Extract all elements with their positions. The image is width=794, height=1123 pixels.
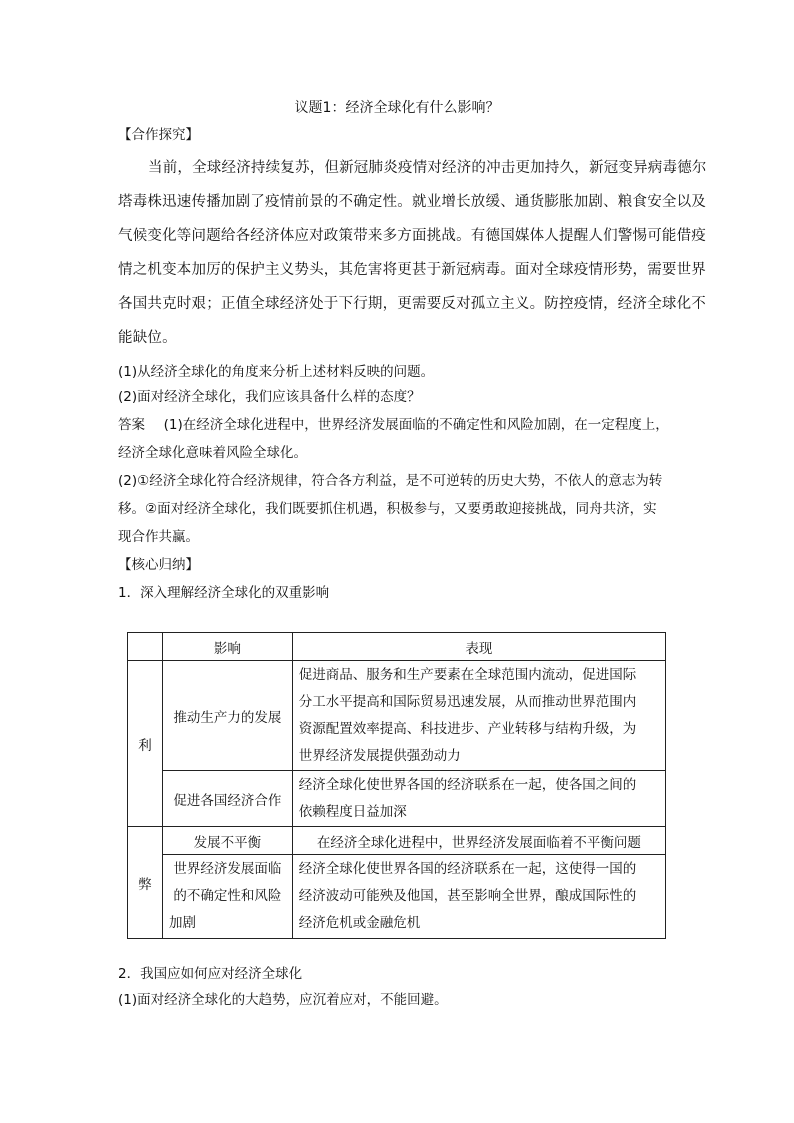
pro2-desc-line: 经济全球化使世界各国的经济联系在一起，使各国之间的 bbox=[298, 776, 637, 793]
con2-desc-line: 经济波动可能殃及他国，甚至影响全世界，酿成国际性的 bbox=[298, 888, 637, 904]
header-performance: 表现 bbox=[292, 633, 665, 661]
impact-table bbox=[127, 632, 666, 939]
material-line-6: 能缺位。 bbox=[118, 330, 177, 346]
table-row bbox=[128, 771, 666, 827]
answer-1-text: (1)在经济全球化进程中，世界经济发展面临的不确定性和风险加剧，在一定程度上， bbox=[163, 417, 669, 433]
material-line-3: 气候变化等问题给各经济体应对政策带来多方面挑战。有德国媒体人提醒人们警惕可能借疫 bbox=[118, 228, 706, 244]
material-line-2: 塔毒株迅速传播加剧了疫情前景的不确定性。就业增长放缓、通货膨胀加剧、粮食安全以及 bbox=[118, 194, 706, 210]
cooperative-inquiry-tag: 【合作探究】 bbox=[118, 127, 199, 143]
con2-name-line: 加剧 bbox=[168, 915, 196, 931]
header-blank-cell bbox=[128, 633, 163, 661]
pro1-name: 推动生产力的发展 bbox=[162, 661, 292, 771]
pro1-desc-line: 分工水平提高和国际贸易迅速发展，从而推动世界范围内 bbox=[298, 693, 637, 710]
con2-desc bbox=[292, 855, 665, 939]
point-1: (1)面对经济全球化的大趋势，应沉着应对，不能回避。 bbox=[118, 992, 448, 1008]
core-summary-tag: 【核心归纳】 bbox=[118, 557, 199, 573]
con2-desc-line: 经济危机或金融危机 bbox=[298, 915, 421, 931]
answer-1-line-2: 经济全球化意味着风险全球化。 bbox=[118, 445, 307, 461]
table-row bbox=[128, 661, 666, 771]
answer-1-line-1 bbox=[118, 413, 669, 433]
pro2-name: 促进各国经济合作 bbox=[162, 771, 292, 827]
material-line-1: 当前，全球经济持续复苏，但新冠肺炎疫情对经济的冲击更加持久，新冠变异病毒德尔 bbox=[148, 160, 707, 176]
con-label: 弊 bbox=[128, 827, 163, 939]
con2-desc-line: 经济全球化使世界各国的经济联系在一起，这使得一国的 bbox=[298, 861, 637, 877]
pro2-desc bbox=[292, 771, 665, 827]
con1-desc: 在经济全球化进程中，世界经济发展面临着不平衡问题 bbox=[292, 827, 665, 855]
pro1-desc bbox=[292, 661, 665, 771]
heading-response: 2．我国应如何应对经济全球化 bbox=[118, 966, 303, 982]
heading-dual-impact: 1．深入理解经济全球化的双重影响 bbox=[118, 585, 330, 601]
question-1: (1)从经济全球化的角度来分析上述材料反映的问题。 bbox=[118, 364, 435, 380]
con1-name: 发展不平衡 bbox=[162, 827, 292, 855]
con2-name-line: 的不确定性和风险 bbox=[173, 888, 282, 904]
table-header-row bbox=[128, 633, 666, 661]
answer-2-line-1: (2)①经济全球化符合经济规律，符合各方利益，是不可逆转的历史大势，不依人的意志为转 bbox=[118, 473, 663, 489]
material-line-5: 各国共克时艰；正值全球经济处于下行期，更需要反对孤立主义。防控疫情，经济全球化不 bbox=[118, 296, 706, 312]
topic-title: 议题1：经济全球化有什么影响？ bbox=[294, 100, 500, 116]
con2-name-line: 世界经济发展面临 bbox=[173, 861, 282, 877]
answer-label: 答案 bbox=[118, 417, 145, 433]
pro2-desc-line: 依赖程度日益加深 bbox=[298, 803, 407, 820]
pro1-desc-line: 促进商品、服务和生产要素在全球范围内流动，促进国际 bbox=[298, 666, 637, 683]
material-line-4: 情之机变本加厉的保护主义势头，其危害将更甚于新冠病毒。面对全球疫情形势，需要世界 bbox=[118, 262, 706, 278]
pro1-desc-line: 世界经济发展提供强劲动力 bbox=[298, 747, 461, 764]
pro-label: 利 bbox=[128, 661, 163, 827]
header-impact: 影响 bbox=[162, 633, 292, 661]
answer-2-line-3: 现合作共赢。 bbox=[118, 529, 199, 545]
answer-2-line-2: 移。②面对经济全球化，我们既要抓住机遇，积极参与，又要勇敢迎接挑战，同舟共济，实 bbox=[118, 501, 657, 517]
table-row bbox=[128, 827, 666, 855]
question-2: (2)面对经济全球化，我们应该具备什么样的态度？ bbox=[118, 389, 421, 405]
pro1-desc-line: 资源配置效率提高、科技进步、产业转移与结构升级，为 bbox=[298, 720, 637, 737]
con2-name bbox=[162, 855, 292, 939]
table-row bbox=[128, 855, 666, 939]
